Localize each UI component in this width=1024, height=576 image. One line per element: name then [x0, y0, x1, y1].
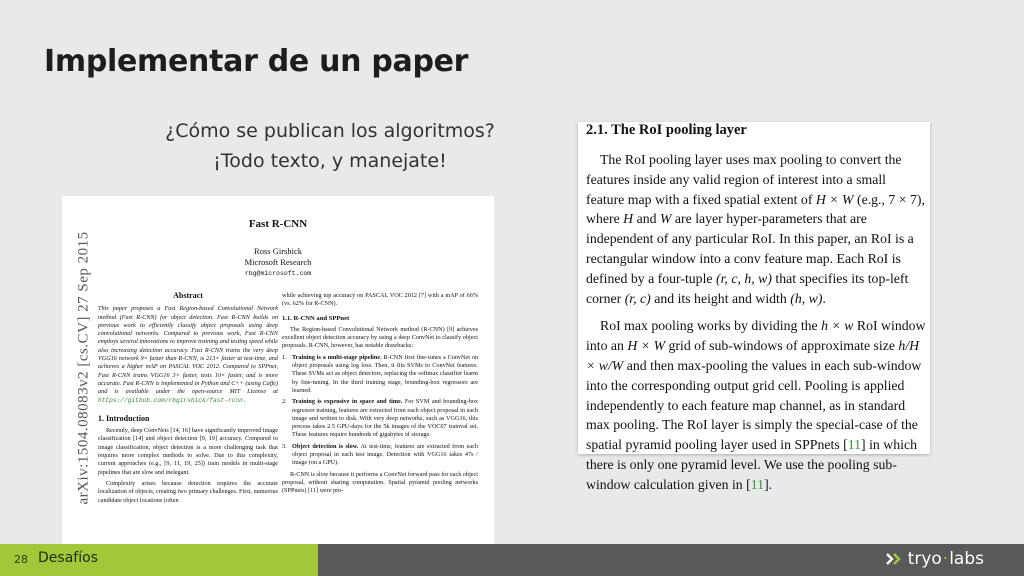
item-body: R-CNN first fine-tunes a ConvNet on object proposals using log loss. Then, it fits SVMs to ConvNet features. These SVMs act as object detectors, replacing the softmax classifier learnt by fine-tuning. In the third training stage, bounding-box regressors are learned.: [292, 353, 478, 394]
paper-right-column: [282, 292, 478, 499]
math-run: h/H × w/W: [586, 338, 920, 373]
text-run: grid of sub-windows of approximate size: [665, 338, 899, 354]
brand-name-left: tryo: [907, 549, 942, 569]
slide-title: Implementar de un paper: [44, 44, 469, 79]
text-run: and its height and width: [650, 290, 791, 306]
math-run: (h, w): [790, 290, 823, 306]
right-paragraph-end: R-CNN is slow because it performs a ConvNet forward pass for each object proposal, without sharing computation. Spatial pyramid pooling networks (SPPnets) [11] were pro-: [282, 470, 478, 495]
paper-title: Fast R-CNN: [248, 218, 308, 230]
citation-link[interactable]: 11: [750, 476, 765, 492]
paper-affiliation: Microsoft Research: [244, 257, 312, 267]
item-number: 1.: [282, 353, 287, 361]
section-name: Desafíos: [38, 550, 98, 566]
text-run: and then max-pooling the values in each sub-window into the corresponding output grid cell. Pooling is applied independently to each feature map channel, as in standard max pooling. The RoI layer is simply the special-case of the spatial pyramid pooling layer used in SPPnets [: [586, 357, 922, 453]
text-run: The RoI pooling layer uses max pooling to convert the features inside any valid region of interest into a small feature map with a fixed spatial extent of: [586, 152, 902, 207]
item-heading: Object detection is slow.: [292, 442, 359, 450]
text-run: (e.g., 7 × 7), where: [586, 191, 925, 227]
right-paragraph-0: while achieving top accuracy on PASCAL VOC 2012 [7] with a mAP of 66% (vs. 62% for R-CNN).: [282, 292, 478, 308]
text-run: ].: [764, 476, 773, 492]
brand-name-right: labs: [949, 549, 984, 569]
excerpt-body: [586, 150, 926, 495]
page-number: 28: [14, 553, 28, 566]
item-body: At test-time, features are extracted from each object proposal in each test image. Detection with VGG16 takes 47s / image (on a GPU).: [292, 442, 478, 467]
math-run: H × W: [627, 338, 666, 354]
excerpt-paragraph-2: [586, 316, 926, 494]
item-heading: Training is expensive in space and time.: [292, 398, 403, 406]
citation-link[interactable]: 11: [847, 437, 862, 453]
excerpt-paragraph-1: [586, 150, 926, 308]
paper-email: rbg@microsoft.com: [244, 270, 312, 277]
subtitle-line-1: ¿Cómo se publican los algoritmos?: [165, 120, 495, 142]
intro-paragraph-2: Complexity arises because detection requires the accurate localization of objects, creating two primary challenges. First, numerous candidate object locations (often: [98, 479, 278, 504]
excerpt-heading: 2.1. The RoI pooling layer: [586, 122, 747, 138]
math-run: (r, c, h, w): [715, 270, 772, 286]
paper-author-block: [62, 246, 494, 279]
abstract-body: This paper proposes a Fast Region-based Convolutional Network method (Fast R-CNN) for object detection. Fast R-CNN builds on previous work to efficiently classify object proposals using deep convolutional networks. Compared to previous work, Fast R-CNN employs several innovations to improve training and testing speed while also increasing detection accuracy. Fast R-CNN trains the very deep VGG16 network 9× faster than R-CNN, is 213× faster at test-time, and achieves a higher mAP on PASCAL VOC 2012. Compared to SPPnet, Fast R-CNN trains VGG16 3× faster, tests 10× faster, and is more accurate. Fast R-CNN is implemented in Python and C++ (using Caffe) and is available under the open-source MIT License at: [98, 305, 278, 396]
math-run: h × w: [821, 318, 854, 334]
drawback-item-3: [282, 443, 478, 468]
math-run: H: [623, 211, 634, 227]
abstract-heading: Abstract: [173, 291, 203, 300]
text-run: are layer hyper-parameters that are independent of any particular RoI. In this paper, an RoI is a rectangular window into a conv feature map. Each RoI is defined by a four-tuple: [586, 211, 914, 286]
drawback-item-1: [282, 354, 478, 395]
double-chevron-icon: [885, 552, 903, 566]
item-number: 3.: [282, 442, 287, 450]
math-run: W: [659, 211, 672, 227]
brand-logo: [885, 547, 984, 571]
drawback-item-2: [282, 398, 478, 439]
text-run: RoI window into an: [586, 318, 926, 354]
intro-paragraph-1: Recently, deep ConvNets [14, 16] have significantly improved image classification [14] and object detection [9, 19] accuracy. Compared to image classification, object detection is a more challenging task that requires more complex methods to solve. Due to this complexity, current approaches (e.g., [9, 11, 19, 25]) train models in multi-stage pipelines that are slow and inelegant.: [98, 427, 278, 476]
math-run: H × W: [815, 191, 854, 207]
arxiv-identifier: arXiv:1504.08083v2 [cs.CV] 27 Sep 2015: [75, 231, 92, 505]
paper-left-column: [98, 292, 278, 508]
math-run: (r, c): [624, 290, 651, 306]
text-run: ] in which there is only one pyramid level. We use the pooling sub-window calculation given in [: [586, 437, 917, 492]
intro-heading: 1. Introduction: [98, 413, 150, 423]
text-run: RoI max pooling works by dividing the: [600, 318, 822, 334]
text-run: and: [633, 211, 660, 227]
item-body: For SVM and bounding-box regressor training, features are extracted from each object proposal in each image and written to disk. With very deep networks, such as VGG16, this process takes 2.5 GPU-days for the 5k images of the VOC07 trainval set. These features require hundreds of gigabytes of storage.: [292, 398, 478, 439]
rcnn-heading: 1.1. R-CNN and SPPnet: [282, 314, 350, 322]
paper-thumbnail: [62, 196, 494, 544]
item-number: 2.: [282, 398, 287, 406]
paper-author: Ross Girshick: [254, 246, 302, 256]
abstract-link: https://github.com/rbgirshick/fast-rcnn.: [98, 396, 247, 404]
slide-subtitle: [140, 116, 520, 176]
roi-pooling-excerpt: [578, 122, 930, 492]
item-heading: Training is a multi-stage pipeline.: [292, 353, 382, 361]
abstract-text: [98, 305, 278, 405]
subtitle-line-2: ¡Todo texto, y manejate!: [213, 150, 447, 172]
rcnn-paragraph: The Region-based Convolutional Network method (R-CNN) [9] achieves excellent object detection accuracy by using a deep ConvNet to classify object proposals. R-CNN, however, has notable drawbacks:: [282, 325, 478, 350]
text-run: that specifies its top-left corner: [586, 270, 909, 306]
brand-dot: ·: [942, 549, 949, 569]
text-run: .: [822, 290, 826, 306]
